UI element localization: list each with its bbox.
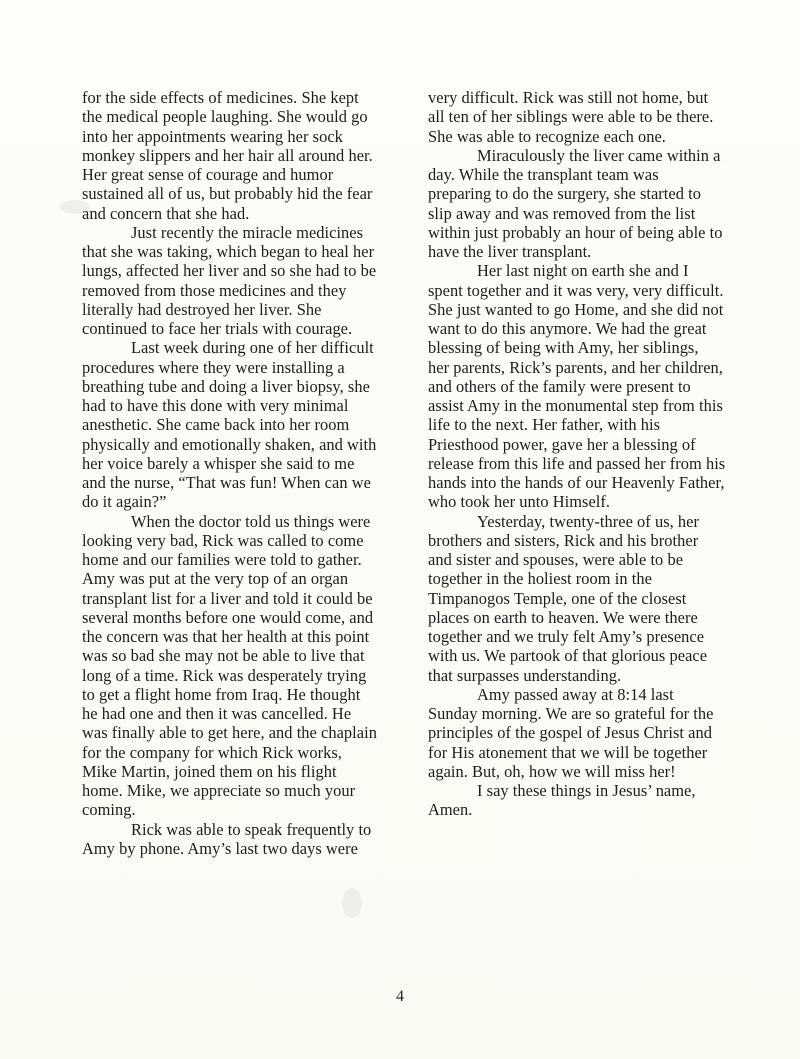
text-line: very difficult. Rick was still not home, but bbox=[428, 88, 709, 107]
text-line: transplant list for a liver and told it could be bbox=[82, 588, 373, 608]
text-line: slip away and was removed from the list bbox=[428, 203, 696, 223]
text-line: her voice barely a whisper she said to me bbox=[82, 453, 355, 473]
text-line: and others of the family were present to bbox=[428, 376, 691, 396]
text-line: long of a time. Rick was desperately trying bbox=[82, 665, 367, 685]
text-line: home. Mike, we appreciate so much your bbox=[82, 781, 356, 800]
text-line: Yesterday, twenty-three of us, her bbox=[477, 511, 700, 531]
text-line: had to have this done with very minimal bbox=[82, 396, 349, 415]
text-line: her parents, Rick’s parents, and her children, bbox=[428, 357, 723, 377]
text-line: all ten of her siblings were able to be there. bbox=[428, 107, 714, 127]
text-line: She was able to recognize each one. bbox=[428, 126, 666, 146]
text-line: do it again?” bbox=[82, 492, 167, 512]
text-line: and the nurse, “That was fun! When can we bbox=[82, 473, 371, 492]
text-line: again. But, oh, how we will miss her! bbox=[428, 761, 676, 781]
text-line: he had one and then it was cancelled. He bbox=[82, 704, 352, 723]
text-line: continued to face her trials with courage. bbox=[82, 319, 353, 338]
text-line: release from this life and passed her from his bbox=[428, 453, 726, 473]
text-line: for His atonement that we will be together bbox=[428, 742, 708, 762]
text-line: places on earth to heaven. We were there bbox=[428, 607, 698, 627]
text-line: that surpasses understanding. bbox=[428, 665, 622, 685]
text-line: several months before one would come, and bbox=[82, 607, 374, 627]
text-line: home and our families were told to gather. bbox=[82, 550, 362, 569]
text-line: Last week during one of her difficult bbox=[131, 338, 374, 358]
text-line: together and we truly felt Amy’s presence bbox=[428, 627, 705, 646]
text-line: Timpanogos Temple, one of the closest bbox=[428, 588, 687, 608]
text-line: Mike Martin, joined them on his flight bbox=[82, 761, 337, 781]
left-text-column bbox=[82, 88, 402, 858]
text-line: want to do this anymore. We had the great bbox=[428, 319, 707, 338]
text-line: for the side effects of medicines. She kept bbox=[82, 88, 359, 107]
text-line: lungs, affected her liver and so she had to be bbox=[82, 261, 377, 281]
text-line: hands into the hands of our Heavenly Father, bbox=[428, 473, 725, 492]
text-line: Rick was able to speak frequently to bbox=[131, 819, 372, 839]
text-line: procedures where they were installing a bbox=[82, 357, 345, 377]
text-line: Amy by phone. Amy’s last two days were bbox=[82, 838, 358, 858]
text-line: within just probably an hour of being able to bbox=[428, 222, 723, 242]
text-line: together in the holiest room in the bbox=[428, 569, 652, 589]
text-line: I say these things in Jesus’ name, bbox=[477, 781, 696, 800]
text-line: sustained all of us, but probably hid the fear bbox=[82, 184, 373, 204]
text-line: preparing to do the surgery, she started to bbox=[428, 184, 701, 204]
text-line: the medical people laughing. She would go bbox=[82, 107, 368, 127]
text-line: who took her unto Himself. bbox=[428, 492, 611, 512]
text-line: have the liver transplant. bbox=[428, 242, 592, 261]
text-line: Amen. bbox=[428, 800, 473, 820]
text-line: and sister and spouses, were able to be bbox=[428, 550, 684, 569]
text-line: Just recently the miracle medicines bbox=[131, 222, 364, 242]
text-line: principles of the gospel of Jesus Christ and bbox=[428, 723, 712, 743]
text-line: Her last night on earth she and I bbox=[477, 261, 689, 281]
text-line: physically and emotionally shaken, and with bbox=[82, 434, 377, 454]
text-line: that she was taking, which began to heal her bbox=[82, 242, 375, 261]
text-line: Amy passed away at 8:14 last bbox=[477, 684, 674, 704]
text-line: anesthetic. She came back into her room bbox=[82, 415, 350, 435]
text-line: was finally able to get here, and the chaplain bbox=[82, 723, 377, 743]
text-line: day. While the transplant team was bbox=[428, 165, 659, 184]
text-line: for the company for which Rick works, bbox=[82, 742, 342, 762]
text-line: into her appointments wearing her sock bbox=[82, 126, 343, 146]
text-line: life to the next. Her father, with his bbox=[428, 415, 661, 435]
text-line: She just wanted to go Home, and she did not bbox=[428, 299, 724, 319]
text-line: and concern that she had. bbox=[82, 203, 250, 223]
right-text-column bbox=[428, 88, 748, 820]
text-line: breathing tube and doing a liver biopsy, she bbox=[82, 376, 370, 396]
text-line: looking very bad, Rick was called to come bbox=[82, 530, 364, 550]
text-line: with us. We partook of that glorious peace bbox=[428, 646, 708, 666]
text-line: Miraculously the liver came within a bbox=[477, 145, 721, 165]
text-line: to get a flight home from Iraq. He thought bbox=[82, 684, 361, 704]
text-line: When the doctor told us things were bbox=[131, 511, 371, 531]
text-line: Her great sense of courage and humor bbox=[82, 165, 334, 184]
text-line: removed from those medicines and they bbox=[82, 280, 347, 300]
text-line: brothers and sisters, Rick and his brother bbox=[428, 530, 699, 550]
text-line: spent together and it was very, very difficult. bbox=[428, 280, 724, 300]
text-line: assist Amy in the monumental step from this bbox=[428, 396, 723, 415]
page-number: 4 bbox=[396, 988, 404, 1005]
text-line: monkey slippers and her hair all around her. bbox=[82, 145, 373, 165]
text-line: literally had destroyed her liver. She bbox=[82, 299, 322, 319]
text-line: the concern was that her health at this point bbox=[82, 627, 370, 646]
text-line: Amy was put at the very top of an organ bbox=[82, 569, 349, 589]
text-line: coming. bbox=[82, 800, 136, 820]
paper-smudge-bottom bbox=[342, 888, 362, 918]
text-line: was so bad she may not be able to live that bbox=[82, 646, 365, 666]
text-line: Sunday morning. We are so grateful for the bbox=[428, 704, 714, 723]
text-line: blessing of being with Amy, her siblings, bbox=[428, 338, 699, 358]
text-line: Priesthood power, gave her a blessing of bbox=[428, 434, 696, 454]
